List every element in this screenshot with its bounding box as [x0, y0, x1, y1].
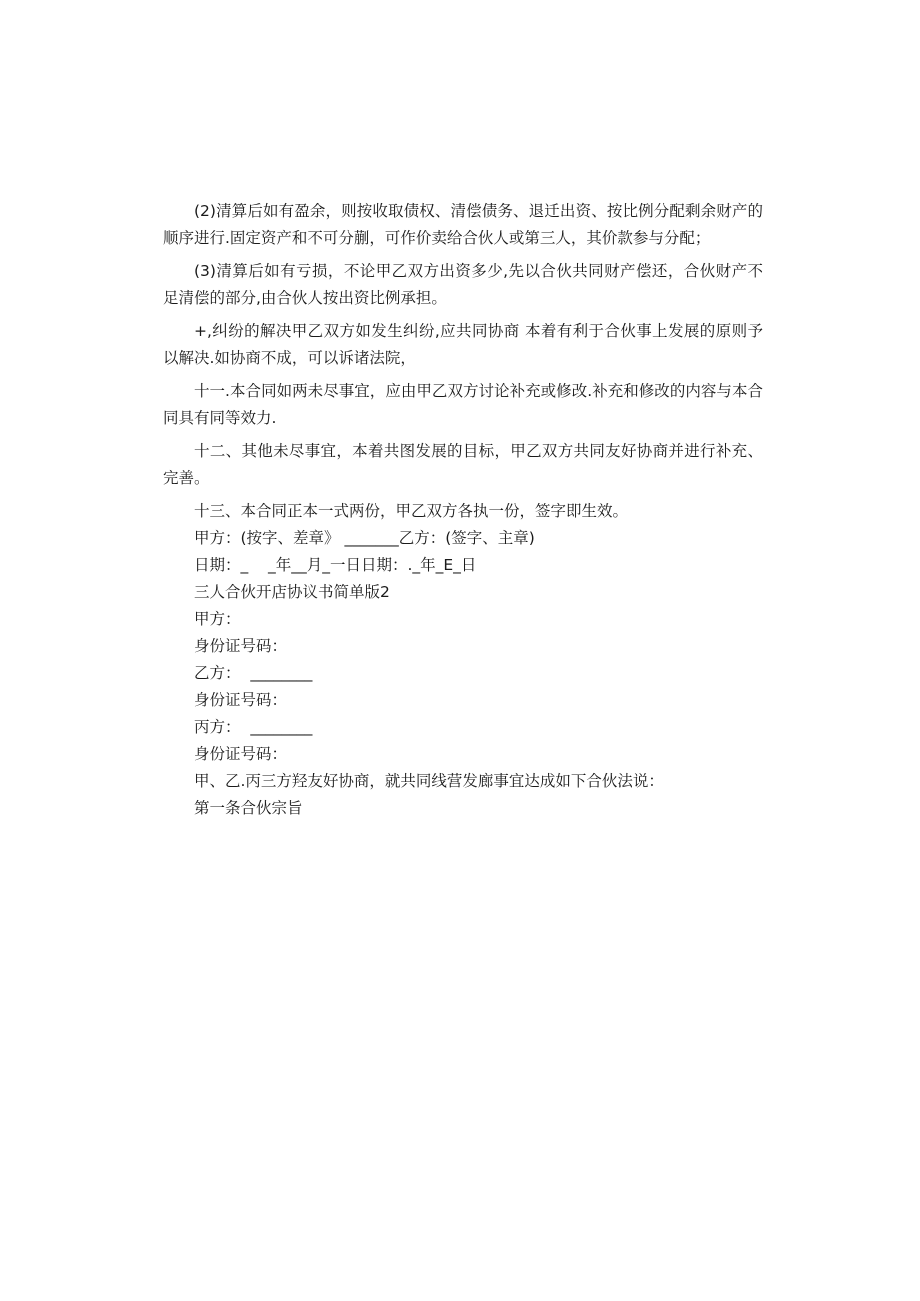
agreement-intro: 甲、乙.丙三方羟友好协商，就共同线营发廊事宜达成如下合伙法说：	[194, 772, 664, 790]
paragraph-liquidation-surplus: (2)清算后如有盈余，则按收取债权、清偿债务、退迁出资、按比例分配剩余财产的顺序进行.固定资产和不可分蒯，可作价卖给合伙人或第三人，其价款参与分配；	[163, 202, 763, 247]
party-c-id-label: 身份证号码：	[194, 745, 288, 763]
document-body	[163, 198, 763, 822]
date-line: 日期：_ _年__月_一日日期：._年_E_日	[194, 556, 477, 574]
paragraph-article-13: 十三、本合同正本一式两份，甲乙双方各执一份，签字即生效。	[194, 502, 629, 520]
paragraph-article-12: 十二、其他未尽事宜，本着共图发展的目标，甲乙双方共同友好协商并进行补充、完善。	[163, 442, 763, 487]
signature-line: 甲方：(按字、差章》 _______乙方：(签字、主章)	[194, 529, 535, 547]
paragraph-liquidation-loss: (3)清算后如有亏损，不论甲乙双方出资多少,先以合伙共同财产偿还，合伙财产不足清偿的部分,由合伙人按出资比例承担。	[163, 262, 763, 307]
section-title: 三人合伙开店协议书简单版2	[194, 583, 390, 601]
article-1-heading: 第一条合伙宗旨	[194, 799, 303, 817]
paragraph-dispute-resolution: +,纠纷的解决甲乙双方如发生纠纷,应共同协商 本着有利于合伙事上发展的原则予以解决.如协商不成，可以诉诸法院，	[163, 322, 763, 367]
party-b-label: 乙方： ________	[194, 664, 313, 682]
party-c-label: 丙方： ________	[194, 718, 313, 736]
paragraph-article-11: 十一.本合同如两未尽事宜，应由甲乙双方讨论补充或修改.补充和修改的内容与本合同具有同等效力.	[163, 382, 763, 427]
party-a-label: 甲方：	[194, 610, 241, 628]
party-b-id-label: 身份证号码：	[194, 691, 288, 709]
party-a-id-label: 身份证号码：	[194, 637, 288, 655]
